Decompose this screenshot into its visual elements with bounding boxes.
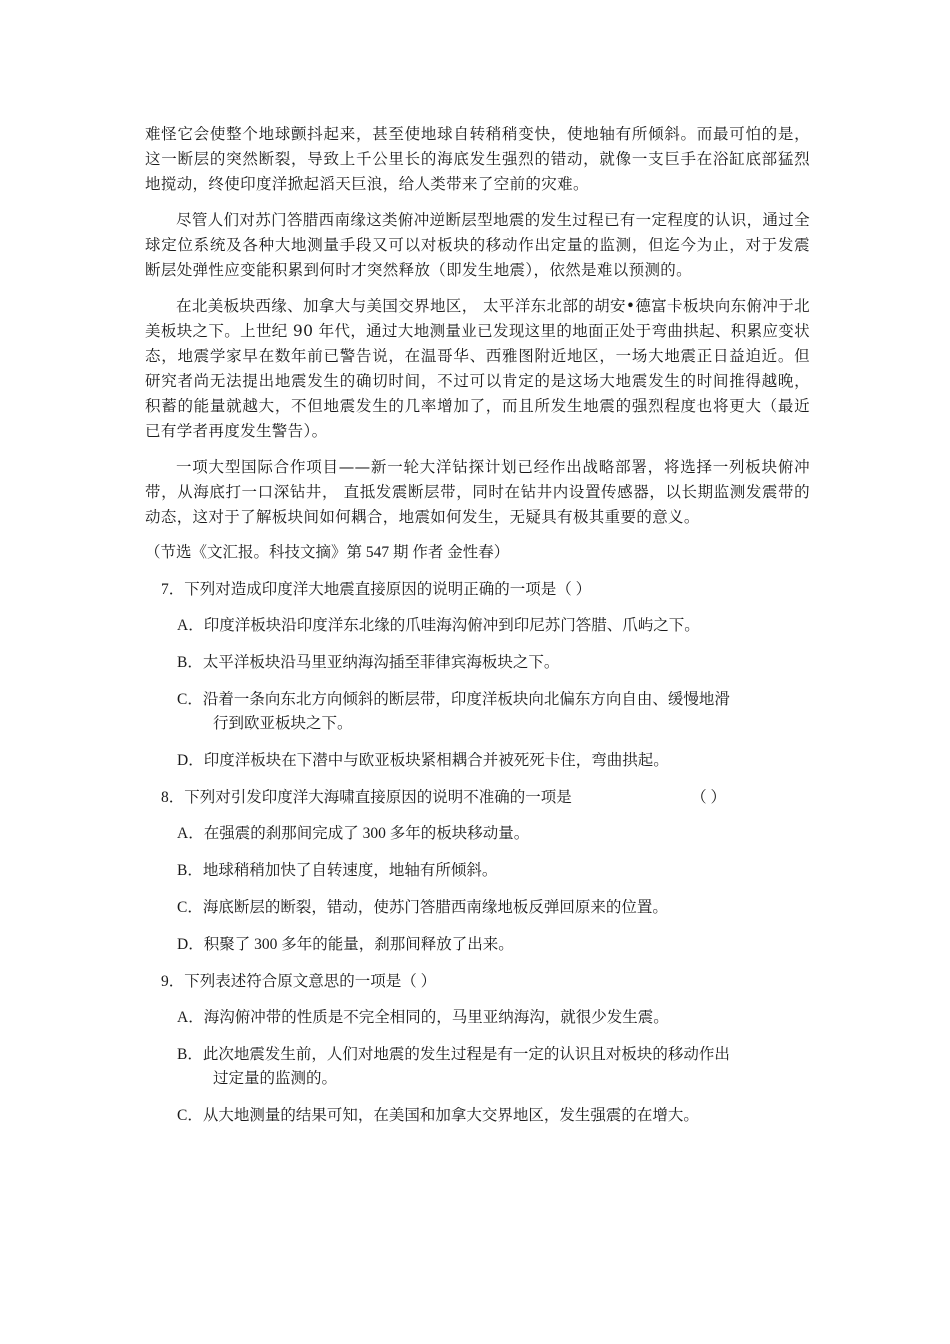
question-stem: 9．下列表述符合原文意思的一项是（ ） bbox=[161, 973, 437, 990]
option-8b: B．地球稍稍加快了自转速度，地轴有所倾斜。 bbox=[177, 862, 498, 879]
question-9 bbox=[161, 970, 810, 994]
paragraph-1: 难怪它会使整个地球颤抖起来，甚至使地球自转稍稍变快，使地轴有所倾斜。而最可怕的是，这一断层的突然断裂，导致上千公里长的海底发生强烈的错动，就像一支巨手在浴缸底部猛烈地搅动，终使印度洋掀起滔天巨浪，给人类带来了空前的灾难。 bbox=[145, 125, 810, 193]
question-7 bbox=[161, 578, 810, 602]
source-citation: （节选《文汇报。科技文摘》第 547 期 作者 金性春） bbox=[145, 544, 510, 561]
paragraph-4: 一项大型国际合作项目——新一轮大洋钻探计划已经作出战略部署，将选择一列板块俯冲带，从海底打一口深钻井， 直抵发震断层带，同时在钻井内设置传感器，以长期监测发震带的动态，这对于了解板块间如何耦合，地震如何发生，无疑具有极其重要的意义。 bbox=[145, 458, 810, 526]
paragraph-2: 尽管人们对苏门答腊西南缘这类俯冲逆断层型地震的发生过程已有一定程度的认识，通过全球定位系统及各种大地测量手段又可以对板块的移动作出定量的监测，但迄今为止，对于发震断层处弹性应变能积累到何时才突然释放（即发生地震），依然是难以预测的。 bbox=[145, 211, 811, 279]
option-9c: C．从大地测量的结果可知，在美国和加拿大交界地区，发生强震的在增大。 bbox=[177, 1107, 699, 1124]
answer-bracket: （ ） bbox=[691, 789, 726, 806]
option-8a: A．在强震的刹那间完成了 300 多年的板块移动量。 bbox=[177, 825, 530, 842]
document-page bbox=[145, 122, 810, 1141]
option-7b: B．太平洋板块沿马里亚纳海沟插至菲律宾海板块之下。 bbox=[177, 654, 560, 671]
option-9a: A．海沟俯冲带的性质是不完全相同的，马里亚纳海沟，就很少发生震。 bbox=[177, 1009, 669, 1026]
question-stem: 8．下列对引发印度洋大海啸直接原因的说明不准确的一项是 bbox=[161, 789, 572, 806]
option-7d: D．印度洋板块在下潜中与欧亚板块紧相耦合并被死死卡住，弯曲拱起。 bbox=[177, 752, 669, 769]
question-8 bbox=[161, 786, 810, 810]
paragraph-3: 在北美板块西缘、加拿大与美国交界地区， 太平洋东北部的胡安•德富卡板块向东俯冲于北美板块之下。上世纪 90 年代，通过大地测量业已发现这里的地面正处于弯曲拱起、积累应变状态，地震学家早在数年前已警告说，在温哥华、西雅图附近地区，一场大地震正日益迫近。但研究者尚无法提出地震发生的确切时间，不过可以肯定的是这场大地震发生的时间推得越晚，积蓄的能量就越大，不但地震发生的几率增加了，而且所发生地震的强烈程度也将更大（最近已有学者再度发生警告）。 bbox=[145, 297, 810, 440]
option-7a: A．印度洋板块沿印度洋东北缘的爪哇海沟俯冲到印尼苏门答腊、爪屿之下。 bbox=[177, 617, 700, 634]
option-8c: C．海底断层的断裂，错动，使苏门答腊西南缘地板反弹回原来的位置。 bbox=[177, 899, 668, 916]
option-7c: C．沿着一条向东北方向倾斜的断层带，印度洋板块向北偏东方向自由、缓慢地滑 行到欧亚板块之下。 bbox=[177, 691, 730, 732]
option-9b: B．此次地震发生前，人们对地震的发生过程是有一定的认识且对板块的移动作出 过定量的监测的。 bbox=[177, 1046, 730, 1087]
option-8d: D．积聚了 300 多年的能量，刹那间释放了出来。 bbox=[177, 936, 514, 953]
question-stem: 7．下列对造成印度洋大地震直接原因的说明正确的一项是（ ） bbox=[161, 581, 592, 598]
